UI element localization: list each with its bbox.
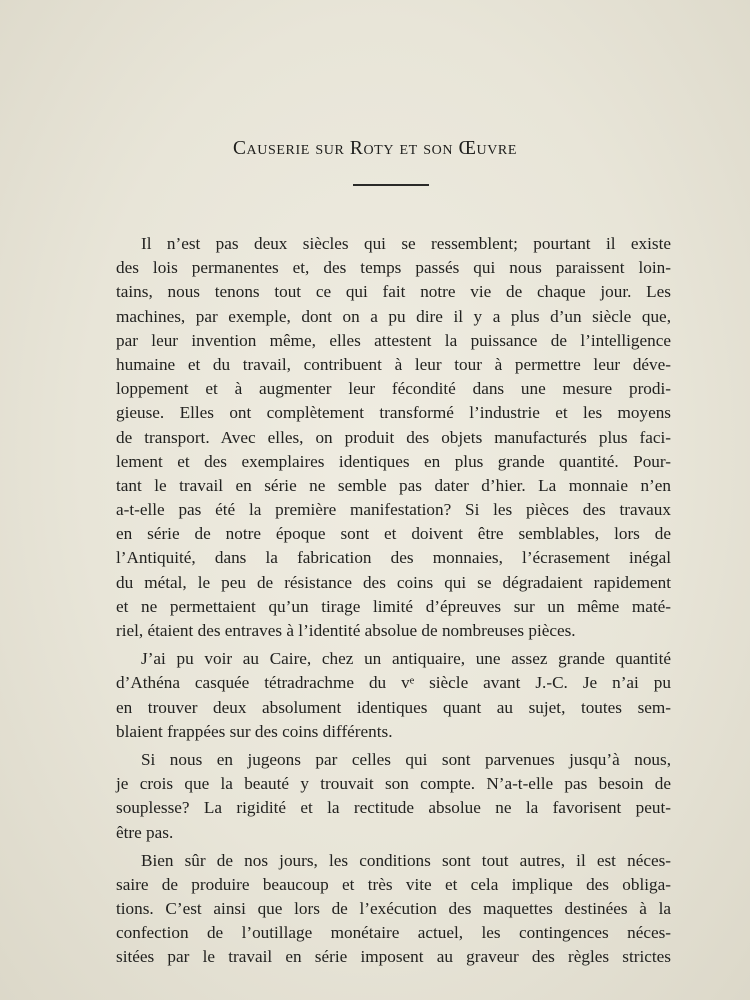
text-line: sitées par le travail en série imposent au graveur des règles strictes — [116, 947, 671, 967]
text-line: des lois permanentes et, des temps passés qui nous paraissent loin- — [116, 258, 671, 278]
text-line: tant le travail en série ne semble pas dater d’hier. La monnaie n’en — [116, 475, 671, 495]
text-line: humaine et du travail, contribuent à leur tour à permettre leur déve- — [116, 354, 671, 374]
paragraph — [116, 748, 671, 845]
text-line: machines, par exemple, dont on a pu dire il y a plus d’un siècle que, — [116, 306, 671, 326]
text-line: gieuse. Elles ont complètement transformé l’industrie et les moyens — [116, 403, 671, 423]
paragraph — [116, 849, 671, 970]
text-line: riel, étaient des entraves à l’identité absolue de nombreuses pièces. — [116, 621, 576, 640]
paragraph — [116, 647, 671, 744]
text-line: Il n’est pas deux siècles qui se ressemblent; pourtant il existe — [141, 234, 671, 253]
body-text — [116, 232, 671, 974]
text-line: lement et des exemplaires identiques en plus grande quantité. Pour- — [116, 451, 671, 471]
title-divider — [353, 184, 429, 186]
text-line: tains, nous tenons tout ce qui fait notre vie de chaque jour. Les — [116, 282, 671, 302]
text-line: être pas. — [116, 822, 174, 842]
paragraph — [116, 232, 671, 643]
text-line: J’ai pu voir au Caire, chez un antiquaire, une assez grande quantité — [141, 649, 671, 669]
text-line: a-t-elle pas été la première manifestation? Si les pièces des travaux — [116, 500, 671, 520]
text-line: du métal, le peu de résistance des coins qui se dégradaient rapidement — [116, 572, 671, 592]
text-line: je crois que la beauté y trouvait son compte. N’a-t-elle pas besoin de — [116, 774, 671, 794]
chapter-title: Causerie sur Roty et son Œuvre — [232, 138, 518, 159]
text-line: d’Athéna casquée tétradrachme du vᵉ siècle avant J.-C. Je n’ai pu — [116, 673, 671, 693]
text-line: loppement et à augmenter leur fécondité dans une mesure prodi- — [116, 379, 671, 399]
text-line: souplesse? La rigidité et la rectitude absolue ne la favorisent peut- — [116, 798, 671, 818]
text-line: saire de produire beaucoup et très vite et cela implique des obliga- — [116, 874, 671, 894]
text-line: confection de l’outillage monétaire actuel, les contingences néces- — [116, 923, 671, 943]
text-line: Si nous en jugeons par celles qui sont parvenues jusqu’à nous, — [141, 749, 671, 769]
text-line: l’Antiquité, dans la fabrication des monnaies, l’écrasement inégal — [116, 548, 671, 568]
text-line: blaient frappées sur des coins différents. — [116, 721, 393, 741]
text-line: tions. C’est ainsi que lors de l’exécution des maquettes destinées à la — [116, 899, 671, 919]
text-line: et ne permettaient qu’un tirage limité d’épreuves sur un même maté- — [116, 596, 671, 616]
text-line: en série de notre époque sont et doivent être semblables, lors de — [116, 524, 671, 544]
text-line: Bien sûr de nos jours, les conditions sont tout autres, il est néces- — [141, 850, 671, 870]
text-line: par leur invention même, elles attestent la puissance de l’intelligence — [116, 330, 671, 350]
text-line: de transport. Avec elles, on produit des objets manufacturés plus faci- — [116, 427, 671, 447]
text-line: en trouver deux absolument identiques quant au sujet, toutes sem- — [116, 697, 671, 717]
